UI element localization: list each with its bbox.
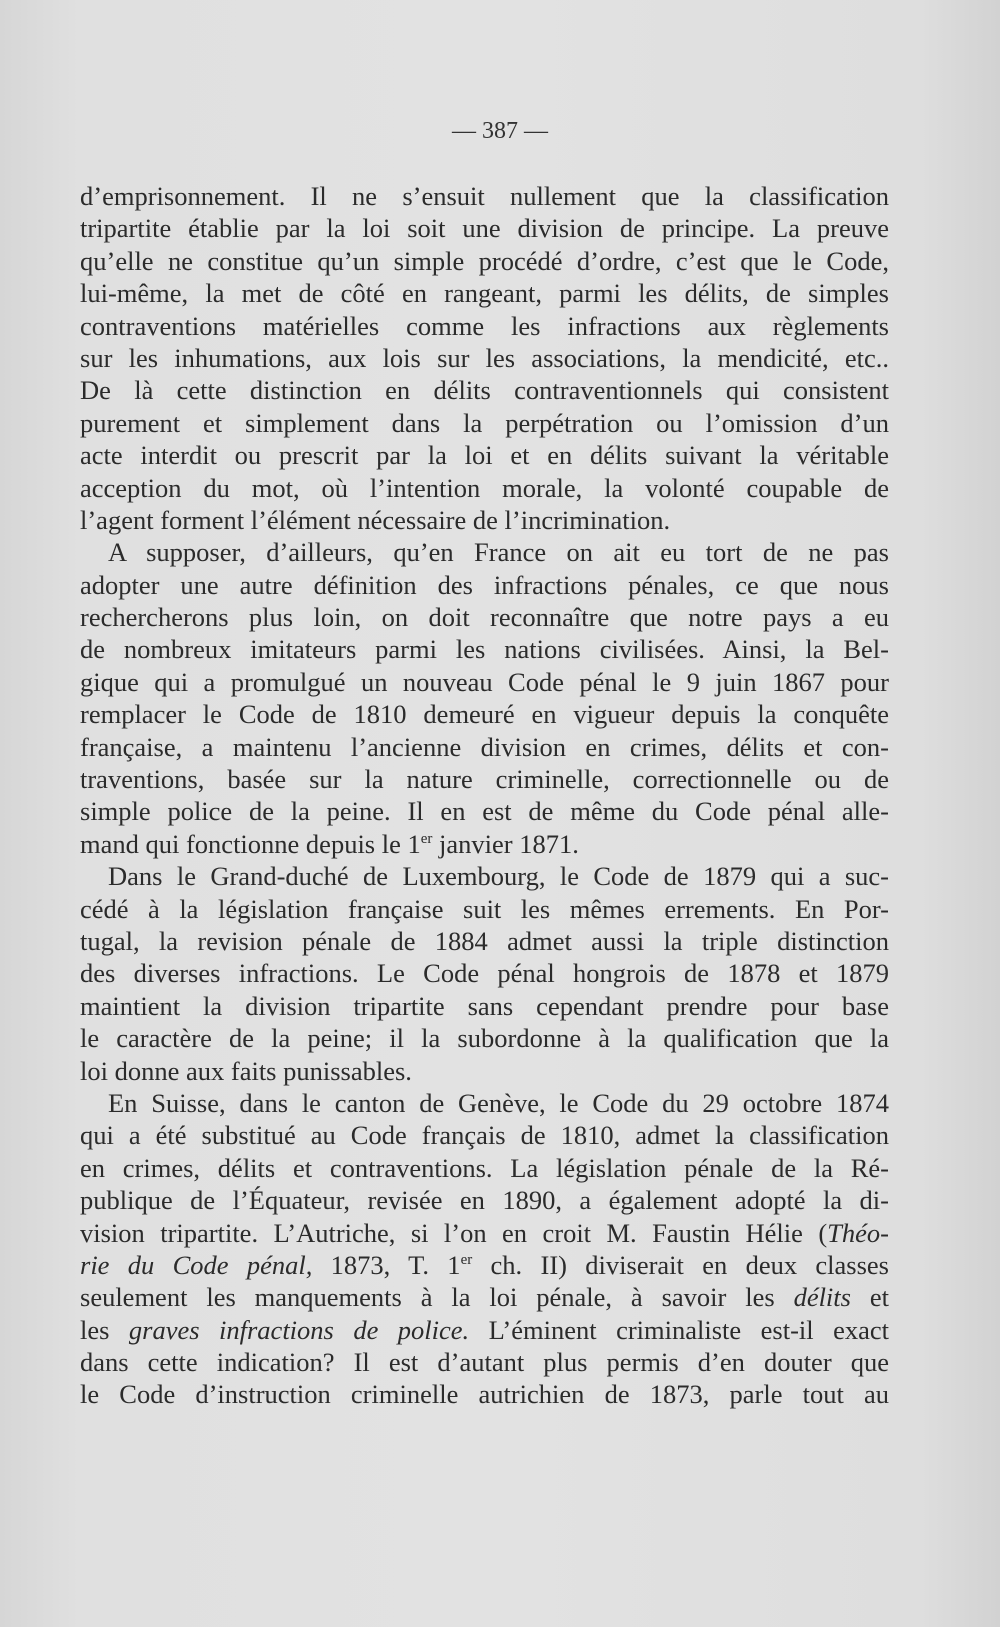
text-line: loi donne aux faits punissables.	[80, 1055, 412, 1086]
italic-fragment: délits	[793, 1282, 851, 1313]
text-line	[80, 1314, 889, 1346]
text-line: en crimes, délits et contraventions. La législation pénale de la Ré-	[80, 1152, 889, 1183]
text-line: française, a maintenu l’ancienne division en crimes, délits et con-	[80, 731, 889, 762]
text-fragment: les	[80, 1314, 129, 1345]
text-line	[80, 1249, 889, 1281]
italic-fragment: rie du Code pénal,	[80, 1249, 313, 1280]
text-line: maintient la division tripartite sans cependant prendre pour base	[80, 990, 889, 1021]
text-line: sur les inhumations, aux lois sur les associations, la mendicité, etc..	[80, 342, 889, 373]
text-fragment: janvier 1871.	[432, 828, 579, 859]
italic-fragment: graves infractions de police.	[128, 1314, 470, 1345]
text-line: de nombreux imitateurs parmi les nations civilisées. Ainsi, la Bel-	[80, 634, 889, 665]
superscript: er	[460, 1251, 473, 1268]
text-line: remplacer le Code de 1810 demeuré en vigueur depuis la conquête	[80, 699, 889, 730]
text-line: traventions, basée sur la nature criminelle, correctionnelle ou de	[80, 764, 889, 795]
text-line: rechercherons plus loin, on doit reconnaître que notre pays a eu	[80, 602, 889, 633]
text-fragment: ch. II) diviserait en deux classes	[472, 1249, 889, 1280]
text-line: l’agent forment l’élément nécessaire de l’incrimination.	[80, 504, 671, 535]
text-line: qu’elle ne constitue qu’un simple procédé d’ordre, c’est que le Code,	[80, 245, 889, 276]
text-line: qui a été substitué au Code français de 1810, admet la classification	[80, 1120, 889, 1151]
text-line: dans cette indication? Il est d’autant plus permis d’en douter que	[80, 1347, 889, 1378]
text-line: purement et simplement dans la perpétration ou l’omission d’un	[80, 407, 889, 438]
text-line: acte interdit ou prescrit par la loi et en délits suivant la véritable	[80, 440, 889, 471]
text-line: tripartite établie par la loi soit une division de principe. La preuve	[80, 213, 889, 244]
text-fragment: et	[850, 1282, 889, 1313]
text-fragment: mand qui fonctionne depuis le 1	[80, 828, 421, 859]
text-line: tugal, la revision pénale de 1884 admet aussi la triple distinction	[80, 925, 889, 956]
text-line: des diverses infractions. Le Code pénal hongrois de 1878 et 1879	[80, 958, 889, 989]
body-text	[80, 180, 889, 1411]
text-line: simple police de la peine. Il en est de même du Code pénal alle-	[80, 796, 889, 827]
text-line	[80, 1217, 889, 1249]
paragraph-4	[80, 1087, 889, 1411]
text-line	[80, 1281, 889, 1313]
text-line: cédé à la législation française suit les mêmes errements. En Por-	[80, 893, 889, 924]
paragraph-3	[80, 860, 889, 1087]
text-fragment: seulement les manquements à la loi pénale, à savoir les	[80, 1282, 794, 1313]
text-fragment: L’éminent criminaliste est-il exact	[469, 1314, 889, 1345]
text-line: le Code d’instruction criminelle autrichien de 1873, parle tout au	[80, 1379, 889, 1410]
text-line: lui-même, la met de côté en rangeant, parmi les délits, de simples	[80, 278, 889, 309]
italic-fragment: Théo-	[827, 1217, 889, 1248]
text-line: contraventions matérielles comme les infractions aux règlements	[80, 310, 889, 341]
text-line: le caractère de la peine; il la subordonne à la qualification que la	[80, 1023, 889, 1054]
text-line: Dans le Grand-duché de Luxembourg, le Code de 1879 qui a suc-	[108, 861, 889, 892]
text-line	[80, 828, 889, 860]
text-line: gique qui a promulgué un nouveau Code pénal le 9 juin 1867 pour	[80, 666, 889, 697]
text-line: d’emprisonnement. Il ne s’ensuit nullement que la classification	[80, 181, 889, 211]
text-line: En Suisse, dans le canton de Genève, le Code du 29 octobre 1874	[108, 1087, 889, 1118]
paragraph-2	[80, 536, 889, 860]
text-line: publique de l’Équateur, revisée en 1890, a également adopté la di-	[80, 1185, 889, 1216]
superscript: er	[420, 830, 433, 847]
text-fragment: 1873, T. 1	[312, 1249, 461, 1280]
text-line: De là cette distinction en délits contraventionnels qui consistent	[80, 375, 889, 406]
text-line: acception du mot, où l’intention morale, la volonté coupable de	[80, 472, 889, 503]
page-number: — 387 —	[452, 118, 548, 144]
paragraph-1	[80, 180, 889, 536]
text-line: A supposer, d’ailleurs, qu’en France on ait eu tort de ne pas	[108, 537, 889, 568]
text-fragment: vision tripartite. L’Autriche, si l’on en croit M. Faustin Hélie (	[80, 1217, 828, 1248]
text-line: adopter une autre définition des infractions pénales, ce que nous	[80, 569, 889, 600]
